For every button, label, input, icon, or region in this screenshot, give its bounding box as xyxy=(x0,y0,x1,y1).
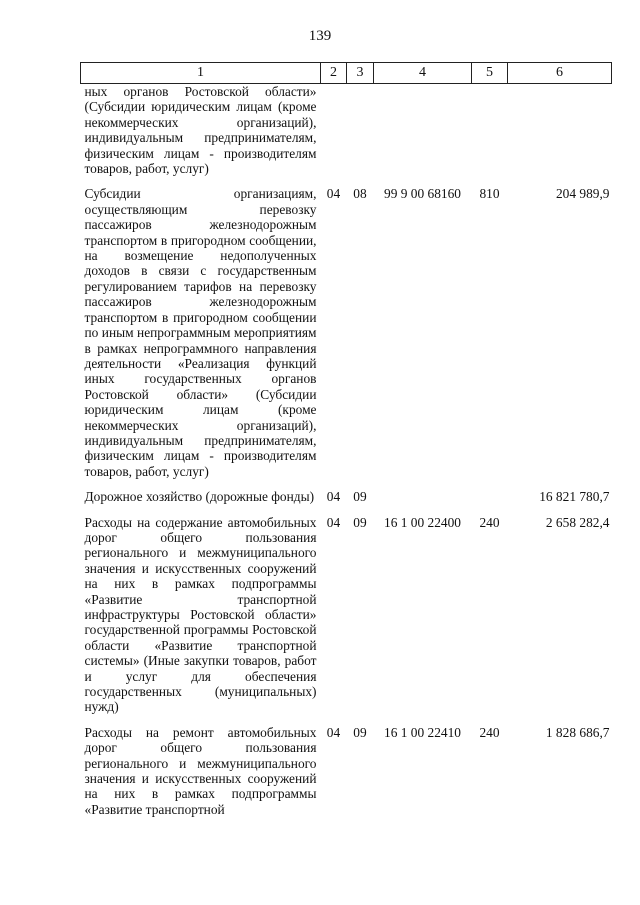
row-amount: 16 821 780,7 xyxy=(539,489,610,505)
row-amount xyxy=(508,84,612,187)
header-col-3: 3 xyxy=(347,63,374,84)
row-target-article: 99 9 00 68160 xyxy=(384,186,461,202)
row-expense-type: 810 xyxy=(479,186,500,202)
row-description: Расходы на ремонт автомобильных дорог общего пользования регионального и межмуниципального значения и искусственных сооружений на них в рамках подпрограммы «Развитие транспортной xyxy=(84,724,317,817)
row-subsection: 09 xyxy=(353,489,367,505)
page-number: 139 xyxy=(308,28,332,44)
table-row xyxy=(81,725,612,827)
row-expense-type: 240 xyxy=(479,724,500,740)
row-description: ных органов Ростовской области» (Субсидии юридическим лицам (кроме некоммерческих организаций), индивидуальным предпринимателям, физическим лицам - производителям товаров, работ, услуг) xyxy=(84,84,317,177)
budget-table xyxy=(80,62,612,827)
row-amount: 2 658 282,4 xyxy=(545,514,610,530)
row-expense-type xyxy=(472,489,508,514)
table-row xyxy=(81,489,612,514)
row-section: 04 xyxy=(326,724,341,740)
header-col-6: 6 xyxy=(508,63,612,84)
table-row xyxy=(81,186,612,489)
row-description: Расходы на содержание автомобильных дорог общего пользования регионального и межмуниципального значения и искусственных сооружений на них в рамках подпрограммы «Развитие транспортной инфраструктуры Ростовской области» государственной программы Ростовской области «Развитие транспортной системы» (Иные закупки товаров, работ и услуг для обеспечения государственных (муниципальных) нужд) xyxy=(84,514,317,715)
row-section: 04 xyxy=(326,186,341,202)
row-subsection: 09 xyxy=(353,514,367,530)
header-col-1: 1 xyxy=(81,63,321,84)
table-row xyxy=(81,84,612,187)
table-header-row xyxy=(81,63,612,84)
row-expense-type: 240 xyxy=(479,514,500,530)
row-amount: 1 828 686,7 xyxy=(545,724,610,740)
row-amount: 204 989,9 xyxy=(555,186,610,202)
row-section xyxy=(321,84,347,187)
row-target-article xyxy=(374,84,472,187)
row-target-article: 16 1 00 22410 xyxy=(384,724,461,740)
row-subsection: 08 xyxy=(353,186,367,202)
row-target-article xyxy=(374,489,472,514)
table-row xyxy=(81,515,612,725)
row-subsection xyxy=(347,84,374,187)
header-col-2: 2 xyxy=(321,63,347,84)
row-section: 04 xyxy=(326,489,341,505)
row-description: Дорожное хозяйство (дорожные фонды) xyxy=(84,489,315,505)
row-subsection: 09 xyxy=(353,724,367,740)
row-expense-type xyxy=(472,84,508,187)
row-target-article: 16 1 00 22400 xyxy=(384,514,461,530)
header-col-5: 5 xyxy=(472,63,508,84)
row-section: 04 xyxy=(326,514,341,530)
row-description: Субсидии организациям, осуществляющим перевозку пассажиров железнодорожным транспортом в пригородном сообщении, на возмещение недополученных доходов в связи с государственным регулированием тарифов на перевозку пассажиров железнодорожным транспортом в пригородном сообщении по иным непрограммным мероприятиям в рамках непрограммного направления деятельности «Реализация функций иных государственных органов Ростовской области» (Субсидии юридическим лицам (кроме некоммерческих организаций), индивидуальным предпринимателям, физическим лицам - производителям товаров, работ, услуг) xyxy=(84,186,317,479)
header-col-4: 4 xyxy=(374,63,472,84)
